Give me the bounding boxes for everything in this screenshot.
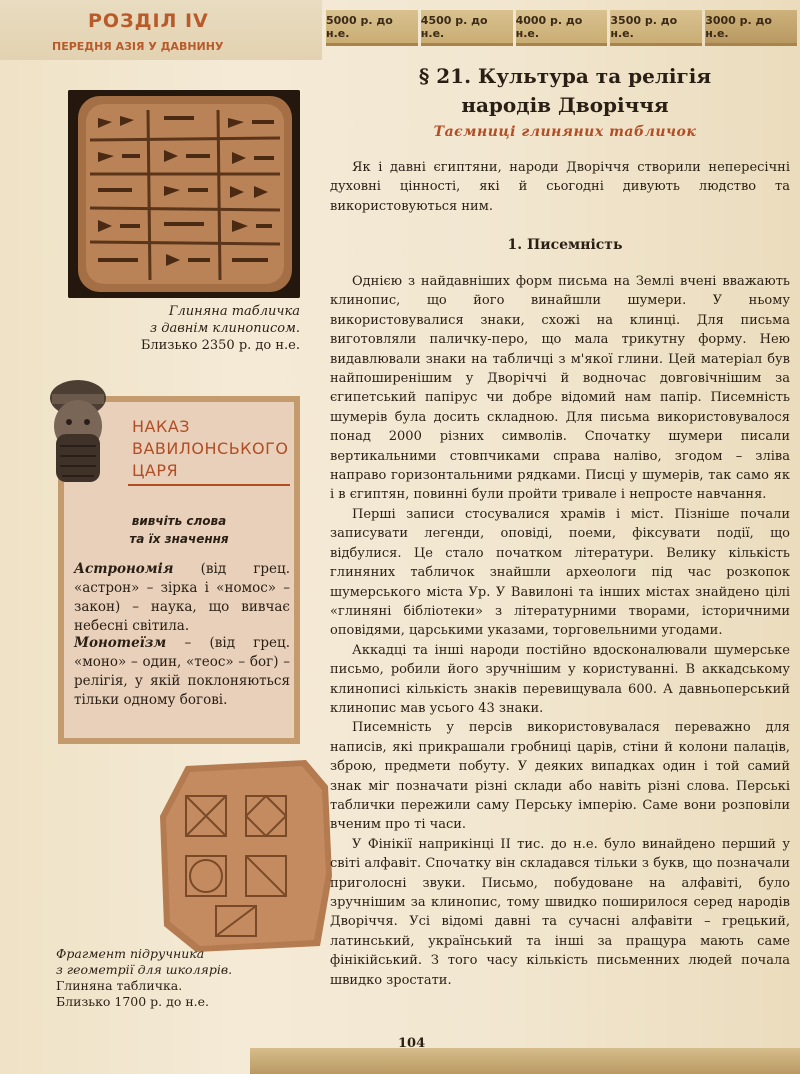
main-text xyxy=(330,272,790,990)
caption-line: Фрагмент підручника xyxy=(56,946,205,961)
page-number: 104 xyxy=(398,1036,426,1051)
timeline-cell: 3500 р. до н.е. xyxy=(610,10,702,46)
timeline-cell: 4500 р. до н.е. xyxy=(421,10,513,46)
decree-title-line: ВАВИЛОНСЬКОГО xyxy=(132,439,289,458)
bottom-decoration xyxy=(250,1048,800,1074)
timeline xyxy=(326,10,800,46)
geometry-tablet-image xyxy=(156,756,336,956)
fragment-caption xyxy=(56,946,256,1010)
term-definition: (від грец. «астрон» – зірка і «номос» – закон) – наука, що вивчає небесні світила. xyxy=(74,561,290,634)
body-paragraph: У Фінікії наприкінці ІІ тис. до н.е. було винайдено перший у світі алфавіт. Спочатку він складався тільки з букв, що позначали приголосні звуки. Письмо, побудоване на алфавіті, було зручнішим за клинопис, тому швидко поширилося серед народів Дворіччя. Усі відомі давні та сучасні алфавіти – грецький, латинський, український та інші за пращура мають саме фінікійський. З того часу кількість письменних людей почала швидко зростати. xyxy=(330,836,790,988)
section-heading: 1. Писемність xyxy=(507,237,623,253)
intro-text xyxy=(330,158,790,216)
decree-subtitle-line: вивчіть слова xyxy=(131,514,227,528)
tablet-caption xyxy=(100,303,300,354)
caption-line: Глиняна табличка. xyxy=(56,978,183,993)
caption-line: з давнім клинописом. xyxy=(150,321,300,336)
title-line: народів Дворіччя xyxy=(461,93,669,117)
body-paragraph: Писемність у персів використовувалася переважно для написів, які прикрашали гробниці царів, стіни й колони палаців, зброю, предмети побуту. У деяких випадках один і той самий знак міг позначати різні склади або навіть різні слова. Перські таблички пережили саму Перську імперію. Саме вони розповіли вченим про ті часи. xyxy=(330,720,790,833)
decree-subtitle xyxy=(64,512,294,548)
decree-title xyxy=(132,416,288,482)
term-astronomy xyxy=(74,560,290,636)
king-head-statue-image xyxy=(36,376,120,488)
intro-paragraph: Як і давні єгиптяни, народи Дворіччя створили непересічні духовні цінності, які й сьогодні дивують людство та використовуються ним. xyxy=(330,160,790,214)
decree-title-line: ЦАРЯ xyxy=(132,461,179,480)
timeline-cell: 5000 р. до н.е. xyxy=(326,10,418,46)
term-monotheism xyxy=(74,634,290,710)
paragraph-title xyxy=(330,62,800,120)
decree-subtitle-line: та їх значення xyxy=(129,532,229,546)
paragraph-subtitle: Таємниці глиняних табличок xyxy=(433,124,697,140)
clay-tablet-image xyxy=(68,90,300,298)
body-paragraph: Перші записи стосувалися храмів і міст. Пізніше почали записувати легенди, оповіді, поеми, фіксувати події, що відбулися. Це стало початком літератури. Велику кількість глиняних табличок знайшли археологи під час розкопок шумерського міста Ур. У Вавилоні та інших містах знайдено цілі «глиняні бібліотеки» з літературними творами, історичними оповідями, царськими указами, торговельними угодами. xyxy=(330,506,790,639)
term-definition: – (від грец. «моно» – один, «теос» – бог) – релігія, у якій поклоняються тільки одному богові. xyxy=(74,635,290,708)
caption-line: з геометрії для школярів. xyxy=(56,962,233,977)
timeline-cell: 3000 р. до н.е. xyxy=(705,10,797,46)
term-word: Монотеїзм xyxy=(74,635,167,651)
caption-line: Близько 1700 р. до н.е. xyxy=(56,994,209,1009)
body-paragraph: Аккадці та інші народи постійно вдосконалювали шумерське письмо, робили його зручнішим у користуванні. В аккадському клинописі кількість знаків перевищувала 600. А давньоперський клинопис мав усього 43 знаки. xyxy=(330,642,790,716)
section-title: РОЗДІЛ IV xyxy=(88,10,209,32)
caption-line: Близько 2350 р. до н.е. xyxy=(140,338,300,353)
decree-title-line: НАКАЗ xyxy=(132,417,191,436)
title-line: § 21. Культура та релігія xyxy=(418,64,712,88)
section-subtitle: ПЕРЕДНЯ АЗІЯ У ДАВНИНУ xyxy=(52,40,224,53)
caption-line: Глиняна табличка xyxy=(168,304,300,319)
timeline-cell: 4000 р. до н.е. xyxy=(516,10,608,46)
term-word: Астрономія xyxy=(74,561,174,577)
body-paragraph: Однією з найдавніших форм письма на Землі вчені вважають клинопис, що його винайшли шумери. У ньому використовувалися знаки, схожі на клинці. Для письма виготовляли паличку-перо, що мала трикутну форму. Нею видавлювали знаки на табличці з м'якої глини. Цей матеріал був найпоширенішим у Дворіччі й водночас довговічнішим за єгипетський папірус чи добре відомий нам папір. Писемність шумерів була досить складною. Для письма використовувалося понад 2000 різних символів. Спочатку шумери писали вертикальними стовпчиками справа наліво, згодом – зліва направо горизонтальними рядками. Писці у шумерів, так само як і в єгиптян, повинні були пройти тривале і непросте навчання. xyxy=(330,274,790,503)
decree-divider xyxy=(128,484,290,486)
